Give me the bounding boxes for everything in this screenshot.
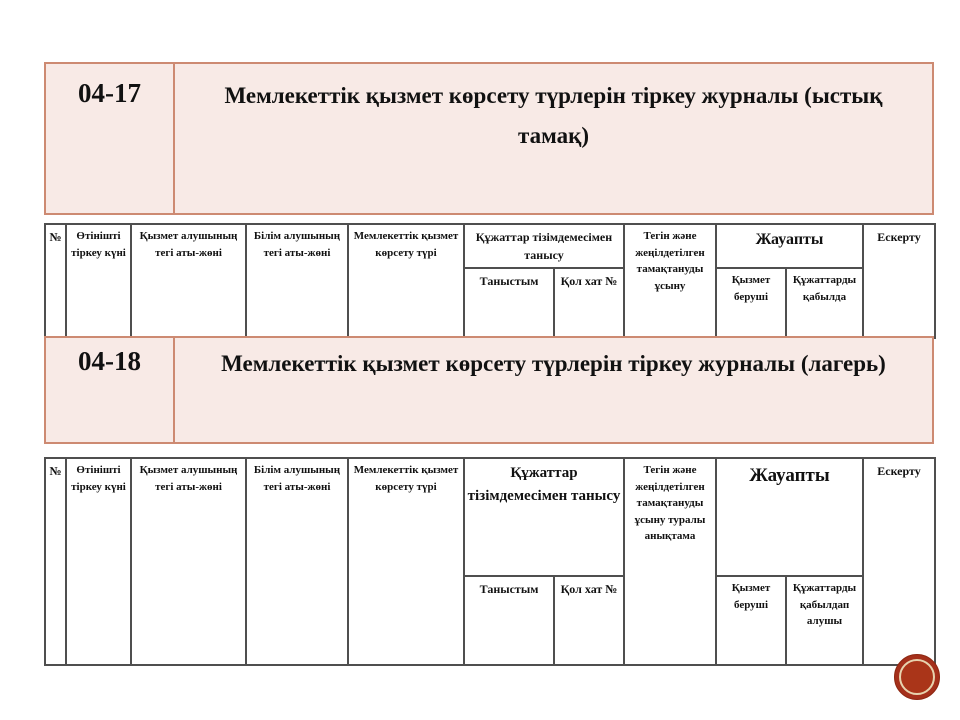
section-04-17-header	[44, 62, 934, 215]
section-code: 04-17	[46, 64, 175, 213]
col-reg-date: Өтінішті тіркеу күні	[66, 224, 131, 338]
col-service-provider: Қызмет беруші	[716, 576, 786, 665]
col-acquainted: Таныстым	[464, 268, 554, 338]
col-docs-group: Құжаттар тізімдемесімен танысу	[464, 224, 624, 268]
col-reg-date: Өтінішті тіркеу күні	[66, 458, 131, 665]
col-service-type: Мемлекеттік қызмет көрсету түрі	[348, 458, 464, 665]
col-receipt-no: Қол хат №	[554, 576, 624, 665]
col-service-type: Мемлекеттік қызмет көрсету түрі	[348, 224, 464, 338]
col-free-meals: Тегін және жеңілдетілген тамақтануды ұсыну туралы анықтама	[624, 458, 716, 665]
col-note: Ескерту	[863, 458, 935, 665]
col-service-provider: Қызмет беруші	[716, 268, 786, 338]
col-docs-receiver: Құжаттарды қабылдап алушы	[786, 576, 863, 665]
section-title: Мемлекеттік қызмет көрсету түрлерін тіркеу журналы (ыстық тамақ)	[224, 83, 883, 148]
col-service-recipient: Қызмет алушының тегі аты-жөні	[131, 224, 246, 338]
col-student: Білім алушының тегі аты-жөні	[246, 224, 348, 338]
col-responsible-group: Жауапты	[716, 458, 863, 576]
red-seal-ring	[899, 659, 935, 695]
section-04-18-header	[44, 336, 934, 444]
col-num: №	[45, 458, 66, 665]
col-service-recipient: Қызмет алушының тегі аты-жөні	[131, 458, 246, 665]
col-free-meals: Тегін және жеңілдетілген тамақтануды ұсыну	[624, 224, 716, 338]
section-code: 04-18	[46, 338, 175, 442]
table-hot-meals	[44, 223, 936, 339]
col-num: №	[45, 224, 66, 338]
col-note: Ескерту	[863, 224, 935, 338]
col-docs-group: Құжаттар тізімдемесімен танысу	[464, 458, 624, 576]
col-student: Білім алушының тегі аты-жөні	[246, 458, 348, 665]
table-camp	[44, 457, 936, 666]
col-responsible-group: Жауапты	[716, 224, 863, 268]
red-seal-icon	[894, 654, 940, 700]
col-receipt-no: Қол хат №	[554, 268, 624, 338]
section-title: Мемлекеттік қызмет көрсету түрлерін тіркеу журналы (лагерь)	[221, 351, 886, 376]
col-acquainted: Таныстым	[464, 576, 554, 665]
col-docs-receiver: Құжаттарды қабылда	[786, 268, 863, 338]
